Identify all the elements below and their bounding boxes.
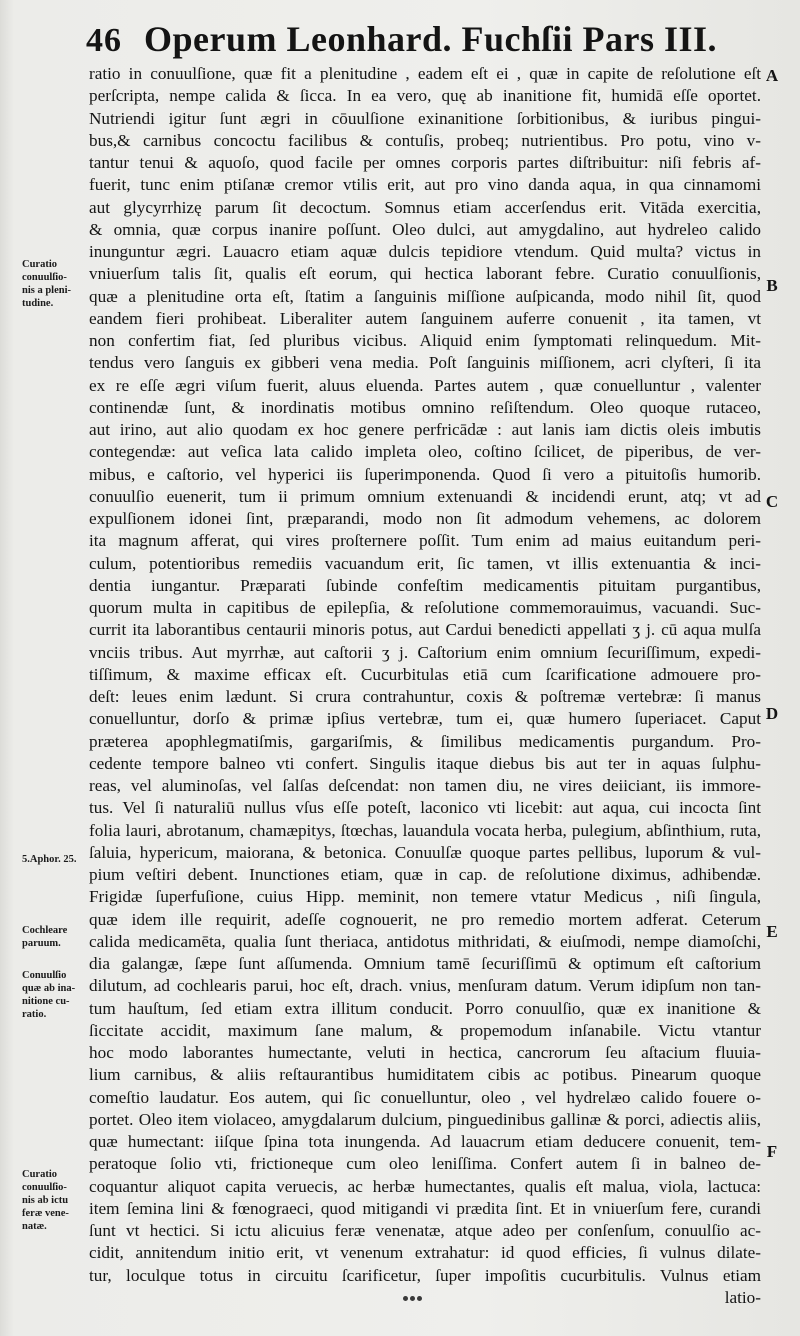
margin-note-line: paruum. bbox=[22, 938, 61, 949]
margin-note-conuulsio-inanitione bbox=[22, 969, 86, 1021]
text-line: dilutum, ad cochlearis parui, hoc eſt, drach. vnius, menſuram datum. Verum idipſum non tan- bbox=[89, 976, 761, 996]
text-line: tus. Vel ſi naturaliū nullus vſus eſſe poteſt, laconico vti licebit: aut aqua, cui incocta ſint bbox=[89, 798, 761, 818]
margin-note-line: natæ. bbox=[22, 1221, 47, 1232]
section-letter-f: F bbox=[766, 1142, 778, 1161]
text-line: ita magnum afferat, qui vires proſternere poſſit. Tum enim ad maius euitandum peri- bbox=[89, 531, 761, 551]
section-letter-a: A bbox=[765, 66, 779, 85]
text-line: lium carnibus, & aliis reſtaurantibus humiditatem cibis ac potibus. Pinearum quoque bbox=[89, 1065, 761, 1085]
text-line: perſcripta, nempe calida & ſicca. In ea vero, quę ab inanitione fit, humidā eſſe oportet. bbox=[89, 86, 761, 106]
margin-note-line: Curatio bbox=[22, 259, 57, 270]
margin-note-line: quæ ab ina- bbox=[22, 983, 76, 994]
text-line: ex re eſſe ægri viſum fuerit, aluus eluenda. Partes autem , quæ conuelluntur , valenter bbox=[89, 375, 761, 395]
text-line: pium veſtiri debent. Inunctiones etiam, quæ in cap. de reſolutione diximus, adhibendæ. bbox=[89, 865, 761, 884]
text-line: conuelluntur, dorſo & primæ ipſius vertebræ, tum ei, quæ humero ſuperiacet. Caput bbox=[89, 709, 761, 729]
text-line: dia galangæ, ſæpe ſunt aſſumenda. Omnium tamē ſecuriſſimū & optimum eſt caſtorium bbox=[89, 954, 761, 973]
margin-note-line: conuulſio- bbox=[22, 1182, 67, 1193]
text-line: ſunt vt hectici. Si ictu alicuius feræ venenatæ, atque adeo per conſenſum, conuulſio ac- bbox=[89, 1221, 761, 1240]
margin-note-aphorism bbox=[22, 853, 86, 866]
text-line: tendus vero ſanguis ex gibberi vena media. Poſt ſanguinis miſſionem, acri clyſteri, ſi ita bbox=[89, 353, 761, 373]
printer-ornament-icon bbox=[400, 1290, 424, 1310]
text-line: Frigidæ ſuperfuſione, cuius Hipp. meminit, non temere vtatur Medicus , niſi ſingula, bbox=[89, 887, 761, 907]
text-line: dentia iungantur. Præparati ſubinde confeſtim medicamentis pituitam purgantibus, bbox=[89, 575, 761, 595]
text-line: calida medicamēta, qualia ſunt theriaca, antidotus mithridati, & eiuſmodi, nempe diamoſchi, bbox=[89, 931, 761, 951]
text-line: continendæ ſunt, & inordinatis motibus omnino reſiſtendum. Oleo quoque rutaceo, bbox=[89, 397, 761, 417]
margin-note-curatio-ictu bbox=[22, 1168, 86, 1233]
text-line: item ſemina lini & fœnograeci, quod mitigandi vi prædita ſint. Et in vniuerſum fere, curandi bbox=[89, 1198, 761, 1218]
margin-note-line: ratio. bbox=[22, 1009, 47, 1020]
margin-note-line: conuulſio- bbox=[22, 272, 67, 283]
text-line: hoc modo laborantes humectante, veluti in hectica, cancrorum ſeu aſtacium fluuia- bbox=[89, 1043, 761, 1062]
margin-note-line: Cochleare bbox=[22, 925, 68, 936]
text-line: mibus, e caſtorio, vel hyperici iis ſuperimponenda. Quod ſi vero a pituitoſis humorib. bbox=[89, 464, 761, 484]
margin-note-line: nis a pleni- bbox=[22, 285, 72, 296]
text-line: coquantur aliquot capita veruecis, ac herbæ humectantes, qualis eſt malua, viola, lactuca: bbox=[89, 1176, 761, 1196]
margin-note-line: 5.Aphor. 25. bbox=[22, 854, 77, 865]
margin-note-line: Conuulſio bbox=[22, 970, 67, 981]
section-letter-e: E bbox=[766, 922, 778, 941]
text-line: quæ a plenitudine orta eſt, ſtatim a ſanguinis miſſione auſpicanda, modo nihil ſit, quod bbox=[89, 286, 761, 306]
text-line: quæ humectant: iiſque ſpina tota inungenda. Ad lauacrum etiam deducere conuenit, tem- bbox=[89, 1132, 761, 1151]
margin-note-line: Curatio bbox=[22, 1169, 57, 1180]
section-letter-d: D bbox=[765, 704, 779, 723]
text-line: comeſtio laudatur. Eos autem, qui ſic conuelluntur, oleo , vel hydrelæo calido fouere o- bbox=[89, 1087, 761, 1107]
main-text-block bbox=[89, 63, 761, 1309]
section-letter-c: C bbox=[765, 492, 779, 511]
text-line: tum hauſtum, ſed etiam extra illitum conducit. Porro conuulſio, quæ ex inanitione & bbox=[89, 998, 761, 1018]
text-line: inunguntur ægri. Lauacro etiam aquæ dulcis tepidiore vtendum. Quid multa? victus in bbox=[89, 242, 761, 261]
page-number: 46 bbox=[86, 22, 122, 59]
text-line: cedente tempore balneo vti confert. Singulis itaque diebus bis aut ter in aquas ſulphu- bbox=[89, 753, 761, 773]
text-line: præterea apophlegmatiſmis, gargariſmis, & ſimilibus medicamentis purgandum. Pro- bbox=[89, 731, 761, 751]
text-line: culum, potentioribus remediis vacuandum erit, ſic tamen, vt illis extenuantia & inci- bbox=[89, 553, 761, 573]
margin-note-line: nitione cu- bbox=[22, 996, 70, 1007]
text-line: reas, vel aluminoſas, vel ſalſas deſcendat: non tamen diu, ne vires deiiciant, iis immore- bbox=[89, 776, 761, 795]
text-line: tantur tenui & aquoſo, quod facile per omnes corporis partes diſtribuitur: niſi febris af- bbox=[89, 153, 761, 172]
text-line: quæ idem ille requirit, adeſſe cognouerit, ne pro remedio mortem adferat. Ceterum bbox=[89, 909, 761, 929]
text-line: tur, loculque totus in circuitu ſcarificetur, ſuper impoſitis cucurbitulis. Vulnus etiam bbox=[89, 1265, 761, 1285]
text-line: folia lauri, abrotanum, chamæpitys, ſtœchas, lauandula vocata herba, pulegium, abſinthium, ruta, bbox=[89, 820, 761, 840]
text-line: deſt: leues enim lædunt. Si crura contrahuntur, coxis & poſtremæ vertebræ: ſi manus bbox=[89, 687, 761, 706]
text-line: Nutriendi igitur ſunt ægri in cōuulſione exinanitione ſorbitionibus, & iuribus pingui- bbox=[89, 108, 761, 128]
text-line: portet. Oleo item violaceo, amygdalarum dulcium, pinguedinibus gallinæ & porci, adiectis aliis, bbox=[89, 1109, 761, 1129]
text-line: fuerit, tunc enim ptiſanæ cremor vtilis erit, aut pro vino danda aqua, in qua cinnamomi bbox=[89, 175, 761, 195]
text-line: latio- bbox=[724, 1287, 761, 1307]
text-line: eandem fieri prohibeat. Liberaliter autem ſanguinem auferre conuenit , ita tamen, vt bbox=[89, 308, 761, 328]
text-line: ſiccitate accidit, maximum ſane malum, & propemodum inſanabile. Victu vtantur bbox=[89, 1020, 761, 1040]
text-line: vnciis tribus. Aut myrrhæ, aut caſtorii ʒ j. Caſtorium enim omnium ſecuriſſimum, expedi- bbox=[89, 642, 761, 662]
text-line: ratio in conuulſione, quæ fit a plenitudine , eadem eſt ei , quæ in capite de reſolutione eſt bbox=[89, 64, 761, 83]
text-line: cidit, annitendum initio erit, vt venenum extrahatur: id quod efficies, ſi vulnus dilate- bbox=[89, 1243, 761, 1263]
section-letter-b: B bbox=[766, 276, 778, 295]
text-line: expulſionem idonei ſint, præparandi, modo non ſit admodum vehemens, ac dolorem bbox=[89, 509, 761, 528]
margin-note-line: feræ vene- bbox=[22, 1208, 69, 1219]
text-line: tiſſimum, & maxime efficax eſt. Cucurbitulas etiā cum ſcarificatione admouere pro- bbox=[89, 664, 761, 684]
text-line: non confertim fiat, ſed pluribus vicibus. Aliquid enim ſymptomati relinquedum. Mit- bbox=[89, 331, 761, 350]
text-line: aut glycyrrhizę parum ſit decoctum. Somnus etiam accerſendus erit. Vitāda exercitia, bbox=[89, 197, 761, 217]
margin-note-curatio-plenitudine bbox=[22, 258, 86, 310]
text-line: quorum multa in capitibus de epilepſia, & reſolutione commemorauimus, vacuandi. Suc- bbox=[89, 598, 761, 617]
text-line: conuulſio euenerit, tum ii primum omnium extenuandi & incidendi erunt, atq; vt ad bbox=[89, 486, 761, 506]
text-line: vniuerſum talis ſit, qualis eſt eorum, qui hectica laborant febre. Curatio conuulſionis, bbox=[89, 264, 761, 284]
text-line: aut irino, aut alio quodam ex hoc genere perfricādæ : aut lanis iam dictis oleis imbutis bbox=[89, 420, 761, 439]
text-line: & omnia, quæ corpus inanire poſſunt. Oleo dulci, aut amygdalino, aut hydreleo calido bbox=[89, 219, 761, 239]
margin-note-cochleare bbox=[22, 924, 86, 950]
running-title: Operum Leonhard. Fuchſii Pars III. bbox=[144, 19, 718, 59]
text-line: peratoque ſolio vti, frictioneque cum oleo leniſſima. Confert autem ſi in balneo de- bbox=[89, 1154, 761, 1174]
text-line: currit ita laborantibus centaurii minoris potus, aut Cardui benedicti appellati ʒ j. cū aqua mulſa bbox=[89, 620, 761, 640]
margin-note-line: nis ab ictu bbox=[22, 1195, 69, 1206]
text-line: bus,& carnibus concoctu facilibus & contuſis, probeq; nutrientibus. Pro potu, vino v- bbox=[89, 130, 761, 150]
text-line: contegendæ: aut veſica lata calido impleta oleo, coſtino ſcilicet, de piperibus, de ver- bbox=[89, 442, 761, 462]
text-line: ſaluia, hypericum, maiorana, & betonica. Conuulſæ quoque partes pellibus, luporum & vul- bbox=[89, 842, 761, 862]
margin-note-line: tudine. bbox=[22, 298, 54, 309]
